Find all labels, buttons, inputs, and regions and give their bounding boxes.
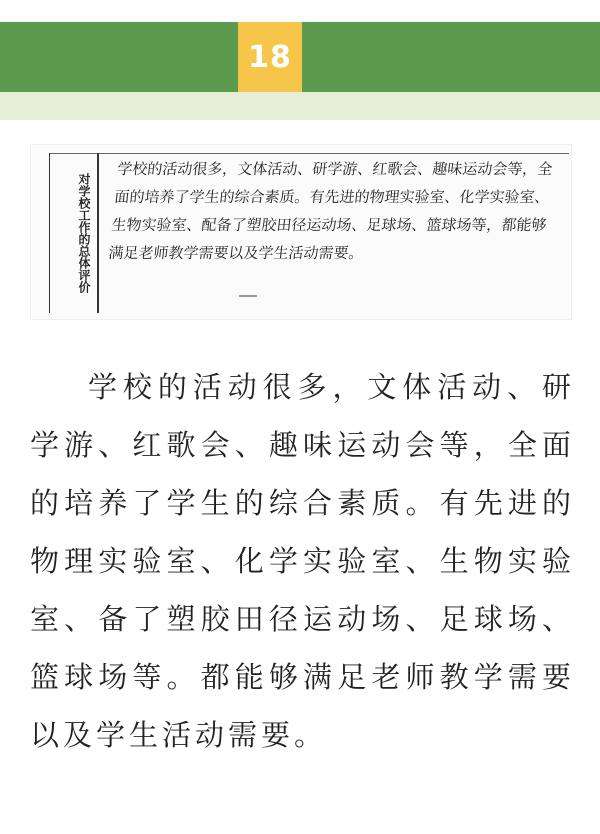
form-left-rule [49,153,50,313]
page-number-badge [238,22,302,92]
page-number: 18 [248,39,292,75]
transcribed-paragraph: 学校的活动很多，文体活动、研学游、红歌会、趣味运动会等，全面的培养了学生的综合素质。有先进的物理实验室、化学实验室、生物实验室、备了塑胶田径运动场、足球场、篮球场等。都能够满足老师教学需要以及学生活动需要。 [30,370,575,752]
form-divider-rule [97,153,99,313]
top-strip [0,0,600,22]
handwritten-evaluation: 学校的活动很多，文体活动、研学游、红歌会、趣味运动会等，全面的培养了学生的综合素质。有先进的物理实验室、化学实验室、生物实验室、配备了塑胶田径运动场、足球场、篮球场等，都能够满足老师教学需要以及学生活动需要。 [107,160,554,262]
header-sub-band [0,92,600,120]
form-side-label: 对学校工作的总体评价 [77,173,91,293]
scanned-form-image [30,144,572,320]
form-top-rule [49,153,569,154]
form-dash-mark [239,295,257,297]
